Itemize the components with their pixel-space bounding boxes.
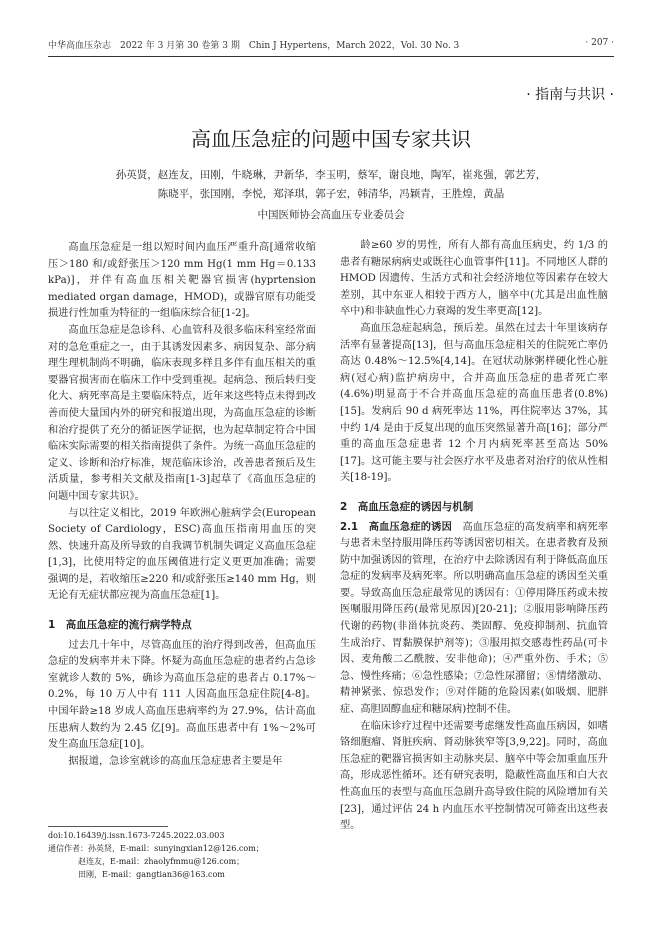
paragraph: 过去几十年中，尽管高血压的治疗得到改善，但高血压急症的发病率并未下降。怀疑为高血压急症的患者约占急诊室就诊人数的 5%，确诊为高血压急症的患者占 0.17%～0.2%，每 10 万人中有 111 人因高血压急症住院[4-8]。中国年龄≥18 岁成人高血压患病率约为 27.9%，估计高血压患病人数约为 2.45 亿[9]。高血压患者中有 1%～2%可发生高血压急症[10]。 <box>48 639 316 751</box>
footnote-rule <box>48 826 168 827</box>
organization: 中国医师协会高血压专业委员会 <box>257 209 405 221</box>
subsection-heading: 2.1 高血压急症的诱因 <box>340 521 453 533</box>
footnote <box>48 826 264 881</box>
correspondence: 赵连友，E-mail：zhaolyfmmu@126.com； <box>78 857 245 866</box>
correspondence: 田刚，E-mail：gangtian36@163.com <box>78 870 225 879</box>
correspondence: 通信作者：孙英贤，E-mail：sunyingxian12@126.com； <box>48 844 264 853</box>
author-list <box>88 166 574 204</box>
paragraph: 高血压急症是一组以短时间内血压严重升高[通常收缩压＞180 和/或舒张压＞120 mm Hg(1 mm Hg＝0.133 kPa)]，并伴有高血压相关靶器官损害(hyprtension mediated organ damage，HMOD)，或器官原有功能受损进行性加重为特征的一组临床综合征[1-2]。 <box>48 242 316 320</box>
doi: doi:10.16439/j.issn.1673-7245.2022.03.003 <box>48 831 225 840</box>
paragraph-text: 高血压急症的高发病率和病死率与患者未坚持服用降压药等诱因密切相关。在患者教育及预防中加强诱因的管理，在治疗中去除诱因有利于降低高血压急症的发病率及病死率。所以明确高血压急症的诱因至关重要。导致高血压急症最常见的诱因有：①停用降压药或未按医嘱服用降压药(最常见原因)[20-21]；②服用影响降压药代谢的药物(非甾体抗炎药、类固醇、免疫抑制剂、抗血管生成治疗、胃黏膜保护剂等)；③服用拟交感毒性药品(可卡因、麦角酸二乙酰胺、安非他命)；④严重外伤、手术；⑤急、慢性疼痛；⑥急性感染；⑦急性尿潴留；⑧情绪激动、精神紧张、惊恐发作；⑨对伴随的危险因素(如吸烟、肥胖症、高胆固醇血症和糖尿病)控制不佳。 <box>340 521 609 716</box>
paper-title: 高血压急症的问题中国专家共识 <box>191 127 471 151</box>
authors-line-2: 陈晓平，张国刚，李悦，郑泽琪，郭子宏，韩清华，冯颖青，王胜煌，黄晶 <box>157 188 505 200</box>
section-heading: 1 高血压急症的流行病学特点 <box>48 619 192 632</box>
header-rule <box>48 56 614 57</box>
authors-line-1: 孙英贤，赵连友，田刚，牛晓琳，尹新华，李玉明，蔡军，谢良地，陶军，崔兆强，郭艺芳， <box>115 169 547 181</box>
paragraph: 据报道，急诊室就诊的高血压急症患者主要是年 <box>68 755 283 767</box>
paragraph: 在临床诊疗过程中还需要考虑继发性高血压病因，如嗜铬细胞瘤、肾脏疾病、肾动脉狭窄等[3,9,22]。同时，高血压急症的靶器官损害如主动脉夹层、脑卒中等会加重血压升高，形成恶性循环。还有研究表明，隐蔽性高血压和白大衣性高血压的表型与高血压急剧升高导致住院的风险增加有关[23]，通过评估 24 h 内血压水平控制情况可筛查出这些表型。 <box>340 720 608 832</box>
paragraph: 与以往定义相比，2019 年欧洲心脏病学会(European Society of Cardiology，ESC)高血压指南用血压的突然、快速升高及所导致的自我调节机制失调定义高血压急症[1,3]，比使用特定的血压阈值进行定义更更加准确；需要强调的是，若收缩压≥220 和/或舒张压≥140 mm Hg，则无论有无症状都应视为高血压急症[1]。 <box>48 507 316 602</box>
page-number: · 207 · <box>585 38 614 48</box>
section-label: · 指南与共识 · <box>526 87 614 103</box>
left-column <box>48 240 316 770</box>
running-header <box>48 38 614 51</box>
paragraph: 高血压急症起病急，预后差。虽然在过去十年里该病存活率有显著提高[13]，但与高血压急症相关的住院死亡率仍高达 0.48%～12.5%[4,14]。在冠状动脉粥样硬化性心脏病(冠心病)监护病房中，合并高血压急症的患者死亡率(4.6%)明显高于不合并高血压急症的高血压患者(0.8%)[15]。发病后 90 d 病死率达 11%，再住院率达 37%，其中约 1/4 是由于反复出现的血压突然显著升高[16]；部分严重的高血压急症患者 12 个月内病死率甚至高达 50%[17]。这可能主要与社会医疗水平及患者对治疗的依从性相关[18-19]。 <box>340 322 608 484</box>
section-heading: 2 高血压急症的诱因与机制 <box>340 500 474 513</box>
paragraph: 高血压急症是急诊科、心血管科及很多临床科室经常面对的急危重症之一，由于其诱发因素多、病因复杂、部分病理生理机制尚不明确，临床表现多样且多伴有血压相关的重要器官损害而在临床工作中受到重视。起病急、预后转归变化大、病死率高是主要临床特点，近年来这些特点未得到改善而使大量国内外的研究和报道出现，为高血压急症的诊断和治疗提供了充分的循证医学证据，也为起草制定符合中国临床实际需要的相关指南提供了条件。为统一高血压急症的定义、诊断和治疗标准，规范临床诊治，改善患者预后及生活质量，参考相关文献及指南[1-3]起草了《高血压急症的问题中国专家共识》。 <box>48 324 316 502</box>
paragraph: 龄≥60 岁的男性，所有人都有高血压病史，约 1/3 的患者有糖尿病病史或既往心血管事件[11]。不同地区人群的 HMOD 因遗传、生活方式和社会经济地位等因素存在较大差别，其中东亚人相较于西方人，脑卒中(尤其是出血性脑卒中)和非缺血性心力衰竭的发生率更高[12]。 <box>340 240 608 318</box>
journal-citation: 中华高血压杂志 2022 年 3 月第 30 卷第 3 期 Chin J Hypertens，March 2022，Vol. 30 No. 3 <box>48 41 460 51</box>
right-column <box>340 238 608 835</box>
